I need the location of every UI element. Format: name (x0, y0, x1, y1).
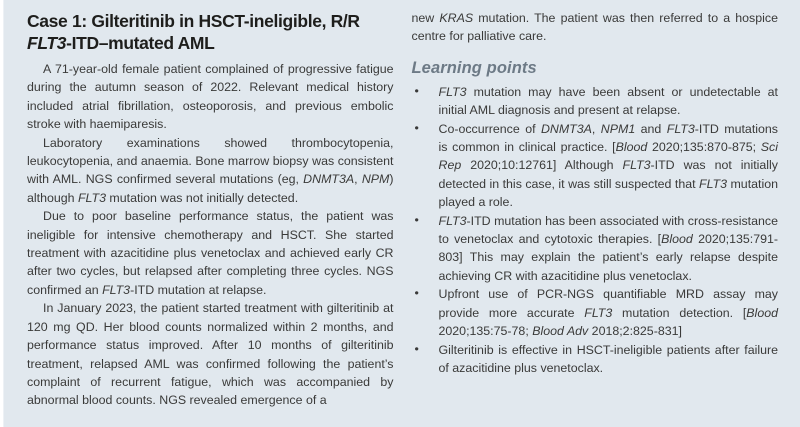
learning-points-heading: Learning points (411, 58, 537, 77)
learning-points-list (412, 83, 779, 378)
learning-point-text: Co-occurrence of DNMT3A, NPM1 and FLT3-ITD mutations is common in clinical practice. [Blood 2020;135:870-875; Sci Rep 2020;10:12761] Although FLT3-ITD was not initially detected in this case, it was still suspected that FLT3 mutation played a role. (438, 121, 779, 210)
learning-point-item (412, 212, 779, 286)
bullet-icon: • (414, 212, 419, 227)
learning-point-text: Upfront use of PCR-NGS quantifiable MRD assay may provide more accurate FLT3 mutation detection. [Blood 2020;135:75-78; Blood Adv 2018;2:825-831] (438, 287, 778, 339)
bullet-icon: • (414, 83, 419, 98)
right-column (412, 9, 779, 417)
learning-point-text: FLT3 mutation may have been absent or undetectable at initial AML diagnosis and present at relapse. (438, 84, 778, 118)
bullet-icon: • (414, 341, 419, 356)
learning-point-item (412, 341, 779, 378)
learning-point-item (412, 83, 779, 120)
case-paragraph-continuation: new KRAS mutation. The patient was then referred to a hospice centre for palliative care. (411, 11, 778, 44)
case-paragraph-4: In January 2023, the patient started treatment with gilteritinib at 120 mg QD. Her blood counts normalized within 2 months, and performance status improved. After 10 months of gilteritinib treatment, relapsed AML was confirmed following the patient’s complaint of recurrent fatigue, which was accompanied by abnormal blood counts. NGS revealed emergence of a (27, 301, 394, 408)
learning-point-text: FLT3-ITD mutation has been associated with cross-resistance to venetoclax and cytotoxic therapies. [Blood 2020;135:791-803] This may explain the patient’s early relapse despite achieving CR with azacitidine plus venetoclax. (438, 213, 778, 283)
case-box (4, 0, 800, 427)
learning-point-text: Gilteritinib is effective in HSCT-ineligible patients after failure of azacitidine plus venetoclax. (438, 342, 778, 375)
case-title (27, 11, 394, 54)
case-title-line-1: Case 1: Gilteritinib in HSCT-ineligible, R/R (27, 11, 360, 31)
case-paragraph-2: Laboratory examinations showed thrombocytopenia, leukocytopenia, and anaemia. Bone marrow biopsy was consistent with AML. NGS confirmed several mutations (eg, DNMT3A, NPM) although FLT3 mutation was not initially detected. (27, 135, 394, 205)
learning-point-item (412, 285, 779, 340)
case-paragraph-3: Due to poor baseline performance status, the patient was ineligible for intensive chemotherapy and HSCT. She started treatment with azacitidine plus venetoclax and achieved early CR after two cycles, but relapsed after completing three cycles. NGS confirmed an FLT3-ITD mutation at relapse. (27, 209, 394, 297)
bullet-icon: • (414, 120, 419, 135)
learning-point-item (412, 120, 779, 212)
left-column (27, 9, 394, 417)
case-title-line-2: FLT3-ITD–mutated AML (27, 32, 215, 53)
bullet-icon: • (414, 286, 419, 301)
case-paragraph-1: A 71-year-old female patient complained of progressive fatigue during the autumn season of 2022. Relevant medical history included atrial fibrillation, osteoporosis, and previous embolic stroke with haemiparesis. (27, 62, 394, 132)
